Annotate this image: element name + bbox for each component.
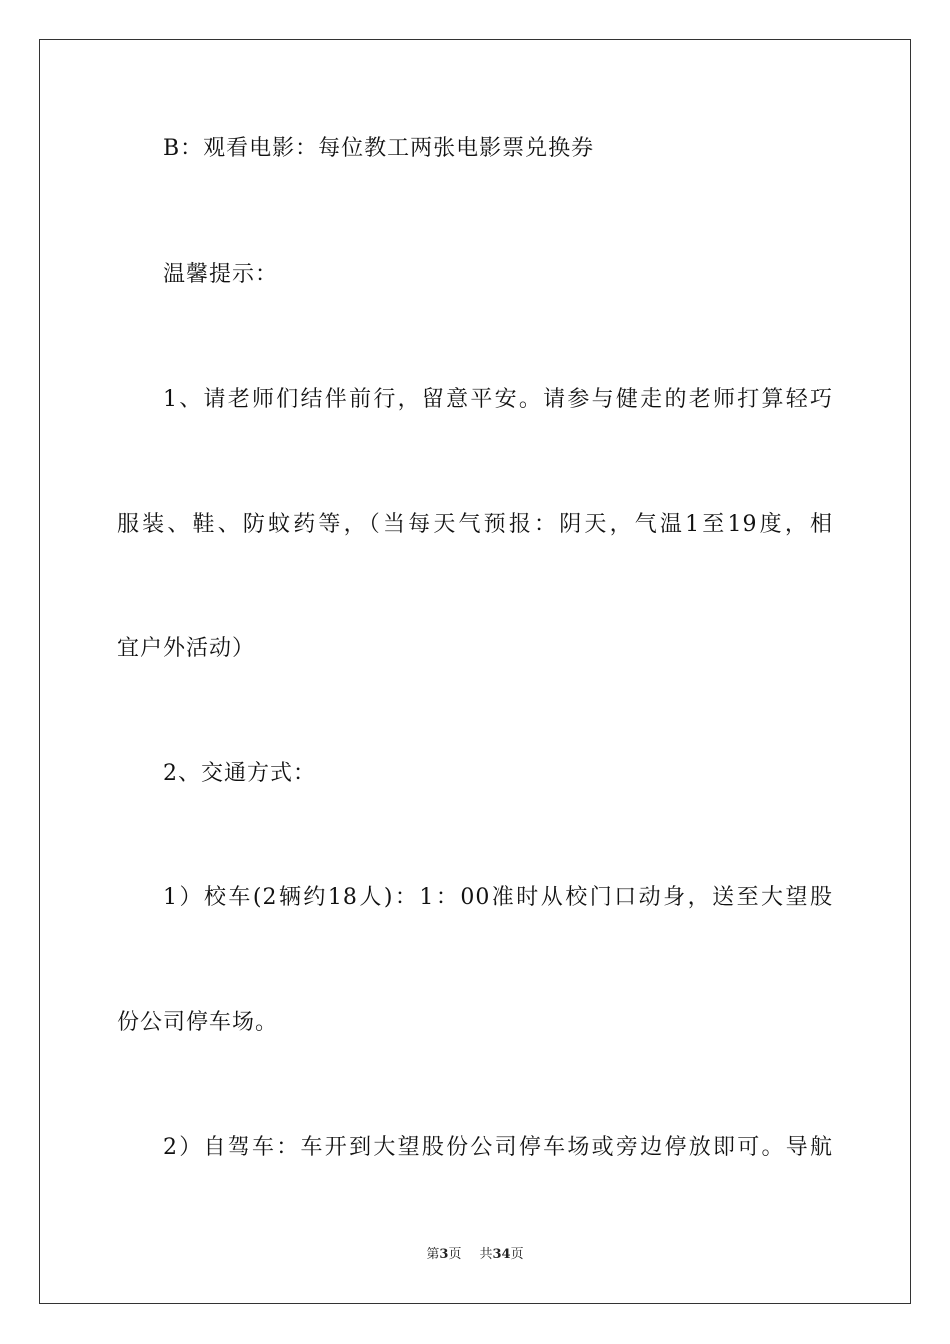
footer-total-pages: 34 xyxy=(492,1247,511,1262)
footer-total-prefix: 共 xyxy=(479,1247,493,1262)
footer-page-number: 3 xyxy=(439,1247,449,1262)
paragraph-movie-voucher: B：观看电影：每位教工两张电影票兑换券 xyxy=(163,136,595,161)
footer-page-prefix: 第 xyxy=(426,1247,440,1262)
paragraph-school-bus-line-1: 1）校车(2辆约18人)：1：00准时从校门口动身，送至大望股 xyxy=(163,885,833,910)
page-footer xyxy=(0,1246,950,1264)
paragraph-tip-1-line-2: 服装、鞋、防蚊药等，（当每天气预报：阴天，气温1至19度，相 xyxy=(117,512,833,537)
footer-total-suffix: 页 xyxy=(510,1247,524,1262)
page-border xyxy=(39,39,911,1304)
paragraph-self-drive: 2）自驾车：车开到大望股份公司停车场或旁边停放即可。导航 xyxy=(163,1135,833,1160)
paragraph-transport-heading: 2、交通方式： xyxy=(163,761,316,786)
paragraph-tips-heading: 温馨提示： xyxy=(163,262,279,287)
paragraph-school-bus-line-2: 份公司停车场。 xyxy=(117,1010,279,1035)
paragraph-tip-1-line-3: 宜户外活动） xyxy=(117,636,256,661)
paragraph-tip-1-line-1: 1、请老师们结伴前行，留意平安。请参与健走的老师打算轻巧 xyxy=(163,387,833,412)
footer-page-suffix: 页 xyxy=(448,1247,462,1262)
